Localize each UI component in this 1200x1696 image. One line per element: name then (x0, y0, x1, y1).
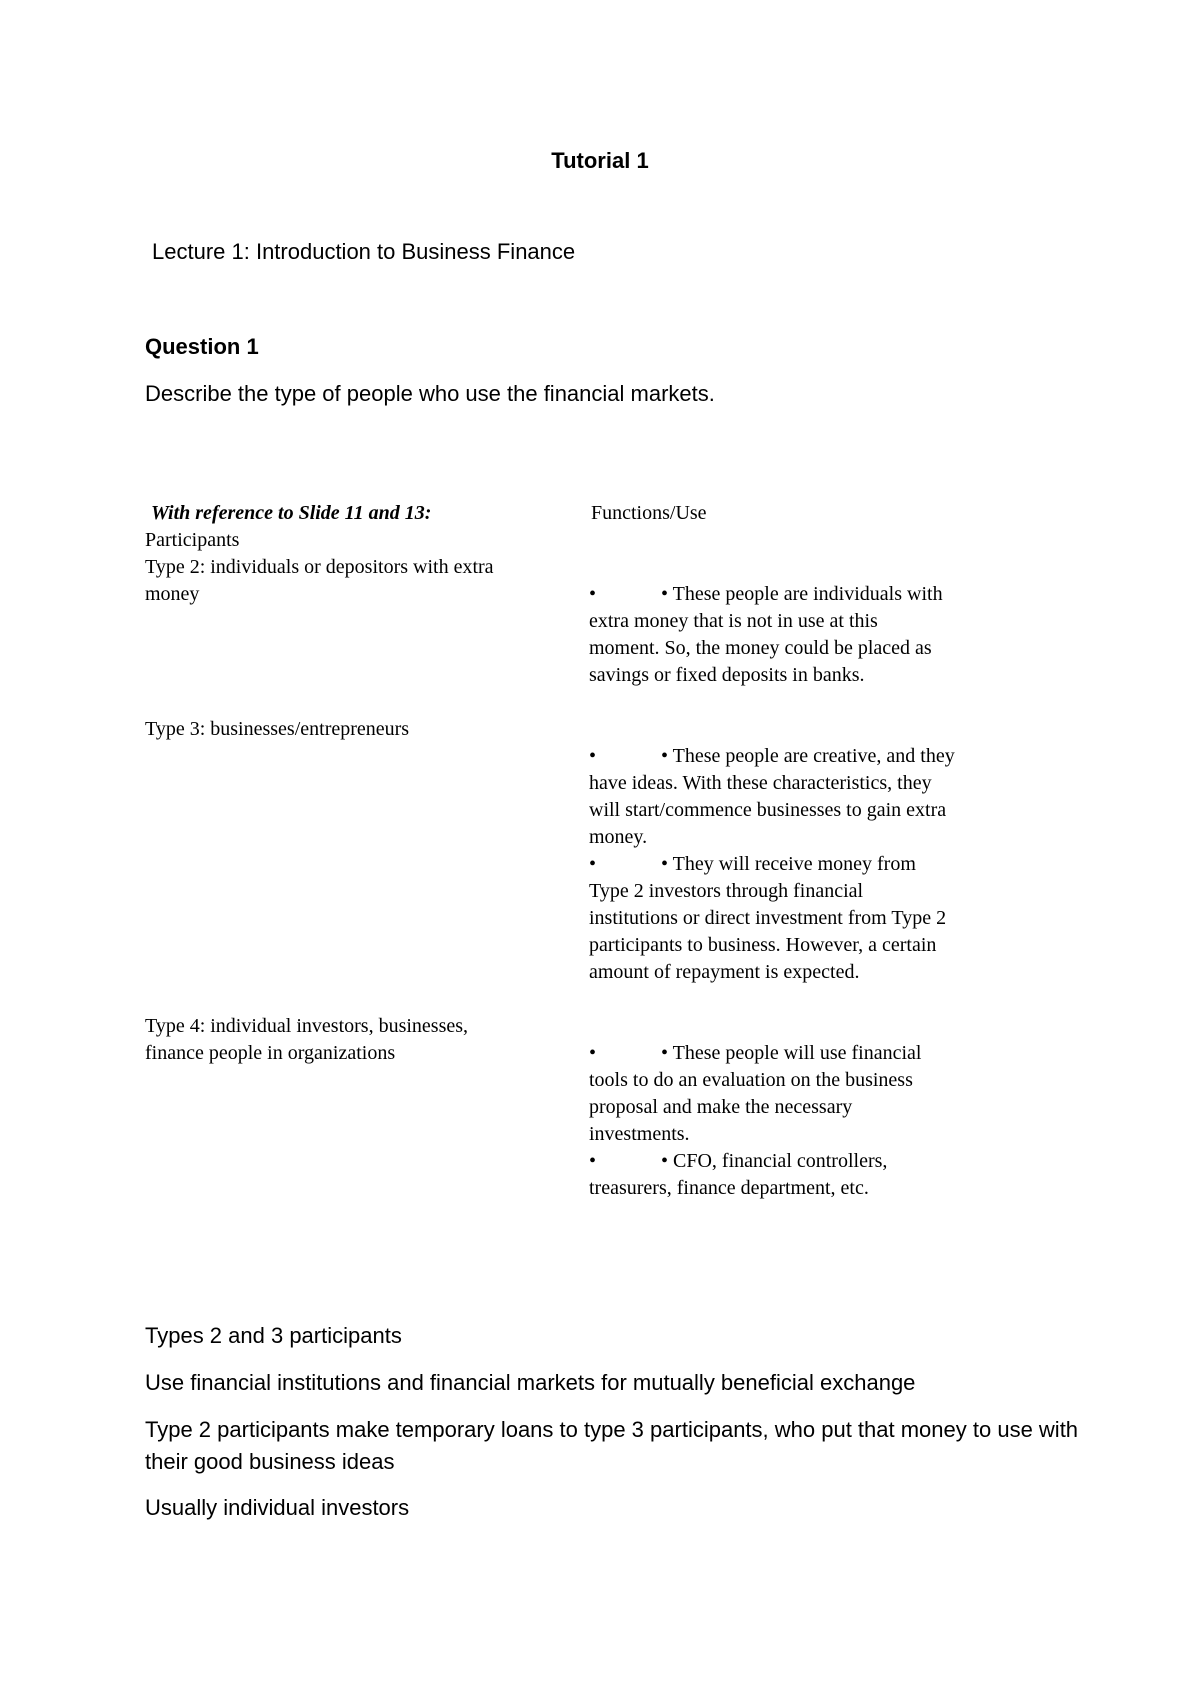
function-point: • • These people will use financial tools to do an evaluation on the business proposal and make the necessary investments. (589, 1042, 922, 1145)
function-point: • • These people are individuals with extra money that is not in use at this moment. So, the money could be placed as savings or fixed deposits in banks. (589, 583, 943, 686)
participants-header: Participants (145, 529, 240, 551)
document-title: Tutorial 1 (551, 148, 649, 173)
bullet-icon: • (589, 853, 597, 875)
note-paragraph: Type 2 participants make temporary loans to type 3 participants, who put that money to use with their good business ideas (145, 1417, 1079, 1474)
function-point: • • These people are creative, and they have ideas. With these characteristics, they will start/commence businesses to gain extra money. (589, 745, 955, 848)
bullet-icon: • (589, 1150, 597, 1172)
function-type-2 (589, 581, 1019, 689)
function-point: • • CFO, financial controllers, treasurers, finance department, etc. (589, 1150, 888, 1199)
note-paragraph: Usually individual investors (145, 1495, 410, 1520)
type-line: Type 3: businesses/entrepreneurs (145, 718, 410, 740)
lecture-title: Lecture 1: Introduction to Business Finance (152, 239, 576, 264)
function-type-4 (589, 1040, 1019, 1202)
slide-reference: With reference to Slide 11 and 13: (151, 502, 432, 524)
participant-type-3 (145, 716, 575, 743)
functions-header: Functions/Use (591, 502, 707, 524)
question-heading: Question 1 (145, 334, 259, 359)
participant-type-2 (145, 554, 575, 608)
function-type-3 (589, 743, 1019, 986)
type-line: Type 2: individuals or depositors with extra (145, 556, 494, 578)
note-paragraph: Types 2 and 3 participants (145, 1323, 402, 1348)
type-line: finance people in organizations (145, 1042, 396, 1064)
bullet-icon: • (589, 745, 597, 767)
note-paragraph: Use financial institutions and financial markets for mutually beneficial exchange (145, 1370, 916, 1395)
type-line: money (145, 583, 200, 605)
participant-type-4 (145, 1013, 575, 1067)
bullet-icon: • (589, 1042, 597, 1064)
question-text: Describe the type of people who use the financial markets. (145, 381, 715, 406)
type-line: Type 4: individual investors, businesses, (145, 1015, 469, 1037)
function-point: • • They will receive money from Type 2 investors through financial institutions or direct investment from Type 2 participants to business. However, a certain amount of repayment is expected. (589, 853, 947, 983)
bullet-icon: • (589, 583, 597, 605)
